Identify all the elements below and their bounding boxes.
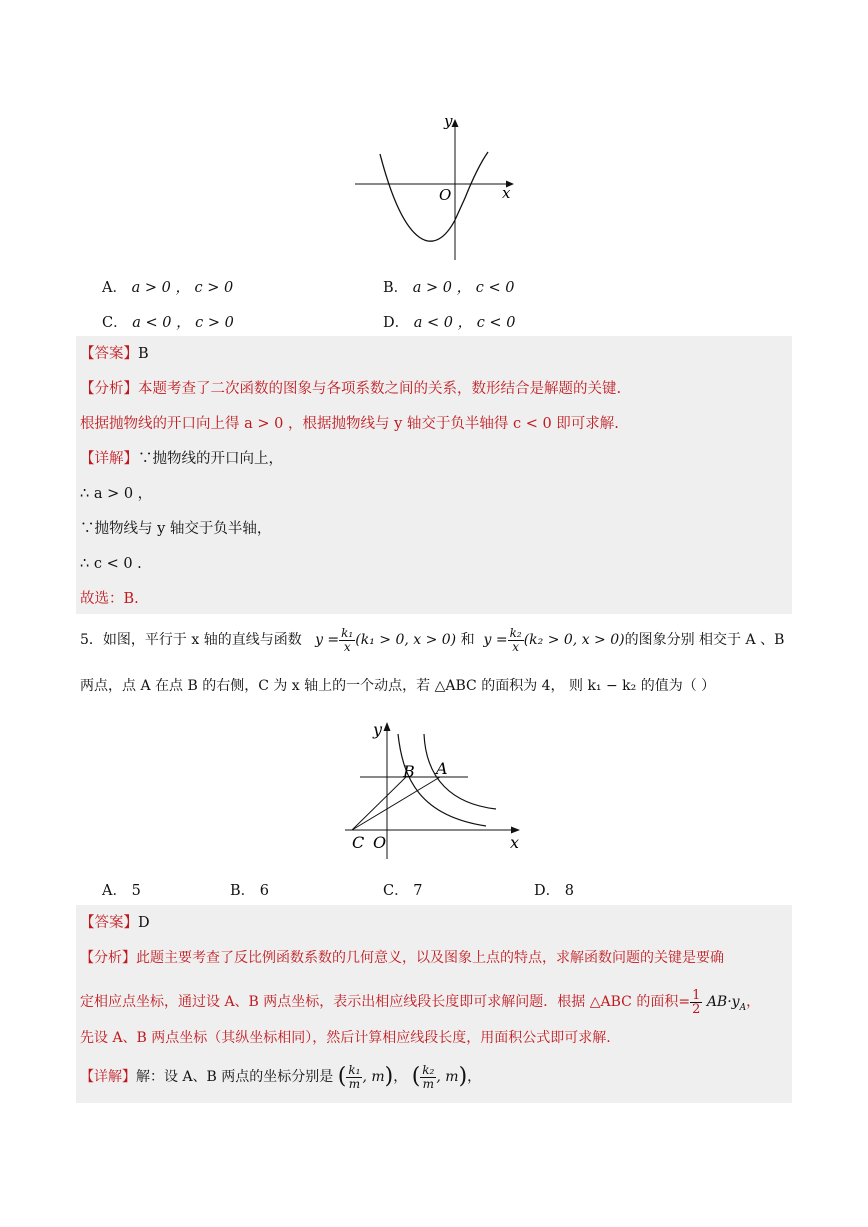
option-b: B． a > 0 ， c < 0 — [383, 280, 515, 296]
q5-detail-1: 【详解】解：设 A、B 两点的坐标分别是 ( $\frac{\text{k₁}}{m}$ , m)， ( $\frac{\text{k₂}}{m}$ , m)， — [80, 1062, 482, 1091]
q4-detail-2: ∴ a > 0 ， — [80, 486, 153, 502]
q4-answer: 【答案】B — [80, 346, 149, 362]
q5-stem-2: 两点，点 A 在点 B 的右侧，C 为 x 轴上的一个动点，若 △ABC 的面积为 4， 则 k₁ − k₂ 的值为（ ） — [80, 678, 716, 694]
q4-detail-1: 【详解】∵抛物线的开口向上， — [80, 451, 283, 467]
hyperbola-graph — [340, 714, 530, 864]
q4-detail-4: ∴ c < 0 . — [80, 556, 142, 572]
x-axis-label: x — [510, 833, 520, 852]
y-axis-label: y — [373, 720, 383, 739]
option-d: D． a < 0 ， c < 0 — [383, 315, 516, 331]
q5-analysis-1: 【分析】此题主要考查了反比例函数系数的几何意义，以及图象上点的特点，求解函数问题的关键是要确 — [80, 950, 724, 966]
point-b-label: B — [403, 762, 415, 781]
q4-analysis-2: 根据抛物线的开口向上得 a > 0 ，根据抛物线与 y 轴交于负半轴得 c < 0 即可求解. — [80, 416, 619, 432]
option-a: A． a > 0 ， c > 0 — [102, 280, 234, 296]
origin-label: O — [439, 186, 452, 204]
q5-stem-1: 5．如图，平行于 x 轴的直线与函数 y = $\frac{\text{k₁}}{x}$ (k₁ > 0, x > 0) 和 y = $\frac{\text{k₂}}{x}$ (k₂ > 0, x > 0)的图象分别 相交于 A 、B — [80, 625, 785, 654]
q5-answer: 【答案】D — [80, 915, 150, 931]
option-d: D． 8 — [534, 883, 574, 899]
option-b: B． 6 — [230, 883, 269, 899]
q4-solution-box — [76, 336, 792, 614]
q5-analysis-2: 定相应点坐标，通过设 A、B 两点坐标，表示出相应线段长度即可求解问题．根据 △ABC 的面积= $\frac{1}{2}$ $AB\cdot y_A$， — [80, 987, 761, 1017]
q5-analysis-3: 先设 A、B 两点坐标（其纵坐标相同），然后计算相应线段长度，用面积公式即可求解. — [80, 1030, 611, 1046]
point-c-label: C — [352, 833, 365, 852]
q4-detail-3: ∵抛物线与 y 轴交于负半轴， — [80, 521, 272, 537]
y-axis-label: y — [444, 112, 453, 130]
q4-choose: 故选：B. — [80, 591, 139, 607]
point-a-label: A — [436, 759, 448, 778]
origin-label: O — [373, 833, 387, 852]
x-axis-label: x — [502, 184, 511, 202]
parabola-graph — [350, 110, 520, 265]
option-c: C． 7 — [383, 883, 423, 899]
option-c: C． a < 0 ， c > 0 — [102, 315, 234, 331]
option-a: A． 5 — [102, 883, 141, 899]
q4-analysis-1: 【分析】本题考查了二次函数的图象与各项系数之间的关系，数形结合是解题的关键. — [80, 381, 622, 397]
